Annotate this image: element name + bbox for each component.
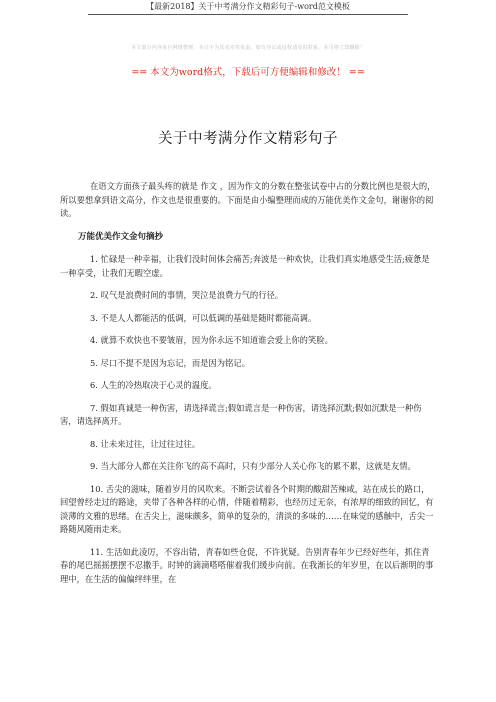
quote-item: 9. 当大部分人都在关注你飞的高不高时，只有少部分人关心你飞的累不累，这就是友情。 xyxy=(90,461,416,471)
page-header xyxy=(0,0,496,18)
quote-item: 10. 舌尖的滋味，随着岁月的风吹来。不断尝试着各个时期的酸甜苦辣咸，站在成长的路口，回望曾经走过的路途，夹带了各种各样的心情，伴随着精彩，也经历过无奈，有浓厚的细致的回忆，有淡薄的文雅的思绪。在舌尖上，滋味颇多，简单的复杂的，清淡的多味的……在味觉的感触中，舌尖一路随风随雨走来。 xyxy=(60,483,434,534)
header-text: 【最新2018】关于中考满分作文精彩句子-word范文模板 xyxy=(146,2,350,11)
quote-item: 5. 尽口不提不是因为忘记，而是因为铭记。 xyxy=(90,357,250,368)
format-banner: == 本文为word格式，下载后可方便编辑和修改！ == xyxy=(131,67,365,78)
quote-item: 11. 生活如此凌厉，不容出错，青春如些仓促，不许犹疑。告别青春年少已经好些年，抓住青春的尾巴摇摇摆摆不忍撒手。时钟的滴滴嗒嗒催着我们缓步向前。在我渐长的年岁里，在以后渐明的事理中，在生活的偏偏绊绊里，在 xyxy=(60,546,434,584)
quote-item: 1. 忙碌是一种幸福，让我们没时间体会痛苦;奔波是一种欢快，让我们真实地感受生活;疲惫是一种享受，让我们无暇空虚。 xyxy=(60,254,430,278)
quote-item: 6. 人生的冷热取决于心灵的温度。 xyxy=(90,380,217,390)
intro-paragraph: 在语文方面孩子最头疼的就是 作文 ，因为作文的分数在整张试卷中占的分数比例也是很大的，所以要想拿到语文高分，作文也是很重要的。下面是由小编整理而成的万能优美作文金句，谢谢你的阅读。 xyxy=(60,181,436,218)
document-body xyxy=(60,180,436,595)
document-title: 关于中考满分作文精彩句子 xyxy=(158,131,338,147)
quote-item: 2. 叹气是浪费时间的事情，哭泣是浪费力气的行径。 xyxy=(90,290,284,300)
header-divider xyxy=(88,14,408,15)
quote-item: 4. 就算不欢快也不要皱眉，因为你永远不知道谁会爱上你的笑脸。 xyxy=(90,335,333,345)
quote-item: 3. 不是人人都能活的低调，可以低调的基础是随时都能高调。 xyxy=(90,312,317,323)
copyright-notice: 本文部分内容来自网络整理，本司不为其真实性负责，如有异议或侵权请及时联系，本司将立即删除！ xyxy=(130,45,365,51)
quote-item: 7. 假如真诚是一种伤害，请选择谎言;假如谎言是一种伤害，请选择沉默;假如沉默是一种伤害，请选择离开。 xyxy=(60,402,422,426)
section-heading: 万能优美作文金句摘抄 xyxy=(78,231,164,242)
quote-item: 8. 让未来过往，让过往过往。 xyxy=(90,438,201,449)
